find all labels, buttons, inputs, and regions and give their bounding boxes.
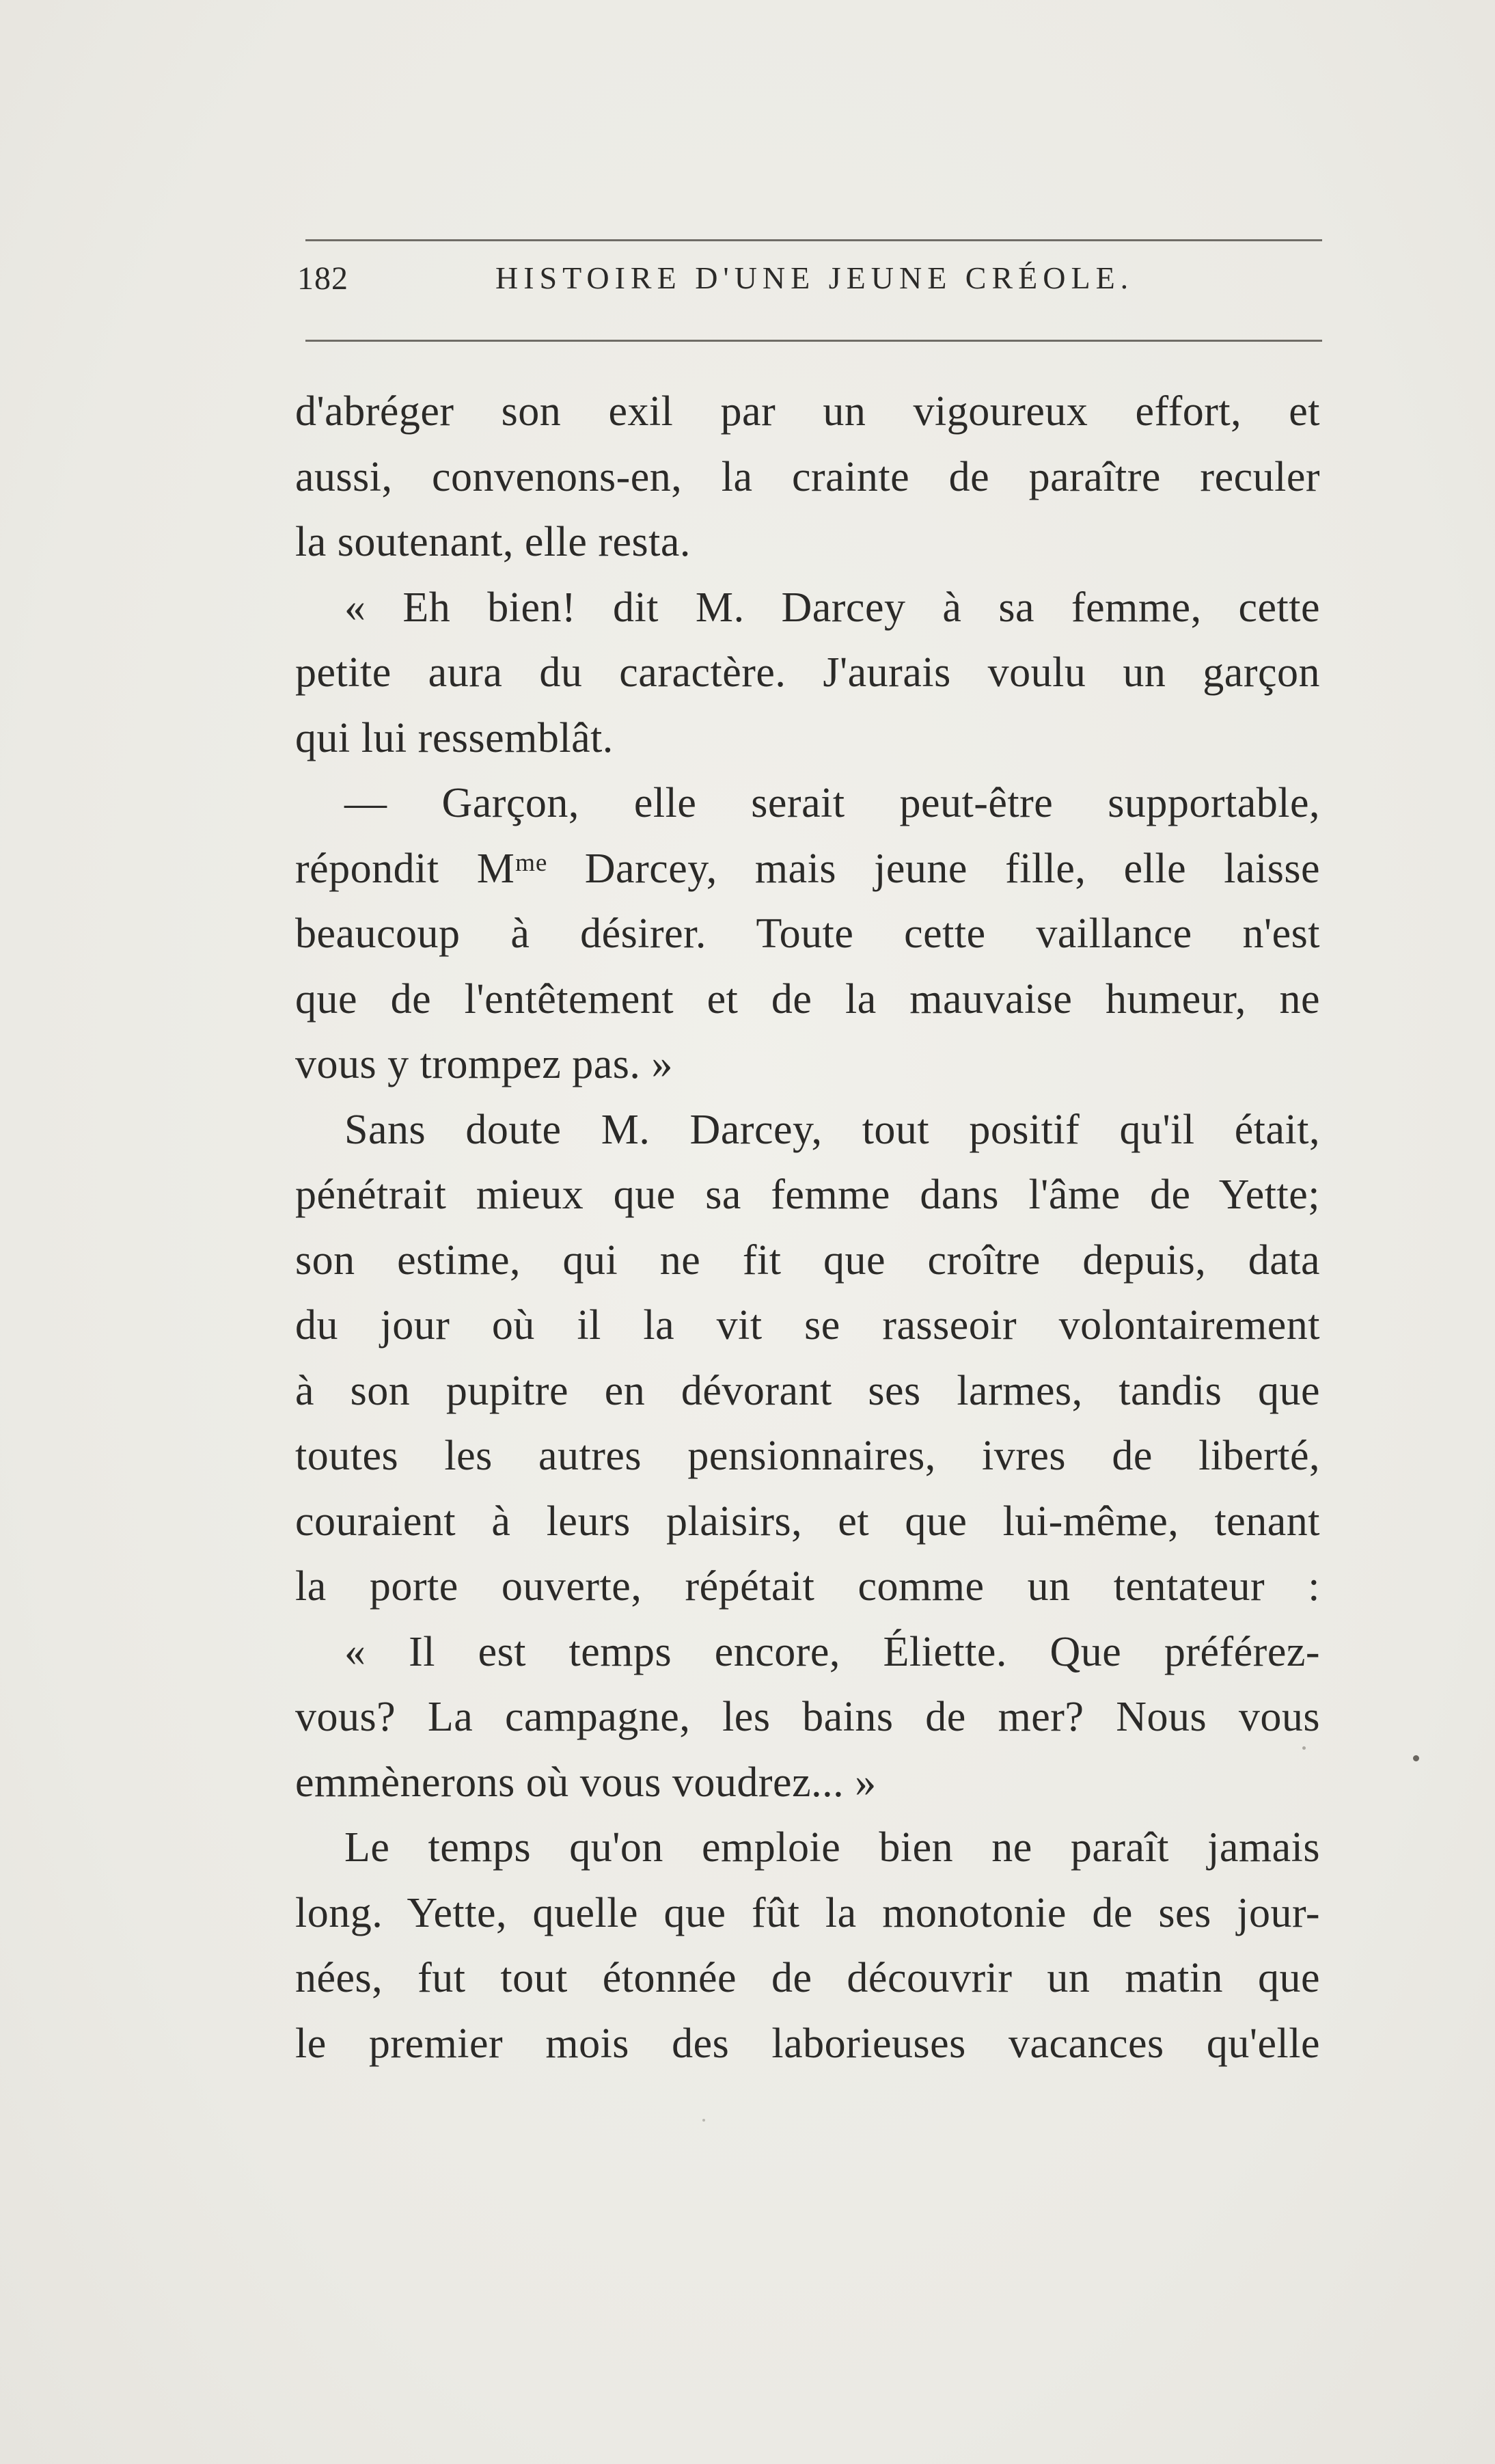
text-line: son estime, qui ne fit que croître depuis, data	[295, 1236, 1320, 1284]
text-line: répondit Mᵐᵉ Darcey, mais jeune fille, elle laisse	[295, 845, 1320, 892]
text-line: que de l'entêtement et de la mauvaise humeur, ne	[295, 975, 1320, 1023]
text-line: du jour où il la vit se rasseoir volontairement	[295, 1302, 1320, 1349]
text-line: couraient à leurs plaisirs, et que lui-même, tenant	[295, 1498, 1320, 1545]
text-line: nées, fut tout étonnée de découvrir un matin que	[295, 1955, 1320, 2001]
text-line: « Eh bien! dit M. Darcey à sa femme, cette	[344, 584, 1320, 631]
text-line: d'abréger son exil par un vigoureux effort, et	[295, 388, 1320, 435]
text-line: la soutenant, elle resta.	[295, 519, 691, 565]
paper-speck	[1413, 1755, 1419, 1761]
page-header	[297, 260, 1322, 321]
text-line: vous? La campagne, les bains de mer? Nous vous	[295, 1694, 1320, 1740]
paper-speck	[1302, 1746, 1306, 1750]
text-line: à son pupitre en dévorant ses larmes, tandis que	[295, 1367, 1320, 1414]
text-line: — Garçon, elle serait peut-être supportable,	[344, 780, 1320, 826]
text-line: toutes les autres pensionnaires, ivres de liberté,	[295, 1433, 1320, 1479]
text-line: Sans doute M. Darcey, tout positif qu'il était,	[344, 1106, 1320, 1153]
text-line: la porte ouverte, répétait comme un tentateur :	[295, 1563, 1320, 1610]
text-line: vous y trompez pas. »	[295, 1041, 673, 1087]
text-line: petite aura du caractère. J'aurais voulu un garçon	[295, 649, 1320, 696]
text-line: pénétrait mieux que sa femme dans l'âme de Yette;	[295, 1172, 1320, 1218]
paper-speck	[702, 2119, 705, 2122]
text-line: qui lui ressemblât.	[295, 714, 614, 761]
text-line: aussi, convenons-en, la crainte de paraître reculer	[295, 453, 1320, 500]
page-number: 182	[297, 260, 348, 297]
text-line: long. Yette, quelle que fût la monotonie de ses jour-	[295, 1889, 1320, 1936]
body-text	[295, 379, 1320, 2076]
text-line: emmènerons où vous voudrez... »	[295, 1759, 877, 1806]
text-line: « Il est temps encore, Éliette. Que préférez-	[344, 1628, 1320, 1675]
text-line: Le temps qu'on emploie bien ne paraît jamais	[344, 1824, 1320, 1871]
header-rule-bottom	[305, 340, 1322, 342]
text-line: le premier mois des laborieuses vacances qu'elle	[295, 2020, 1320, 2067]
header-rule-top	[305, 239, 1322, 241]
text-line: beaucoup à désirer. Toute cette vaillance n'est	[295, 910, 1320, 957]
running-head: HISTOIRE D'UNE JEUNE CRÉOLE.	[495, 260, 1134, 295]
